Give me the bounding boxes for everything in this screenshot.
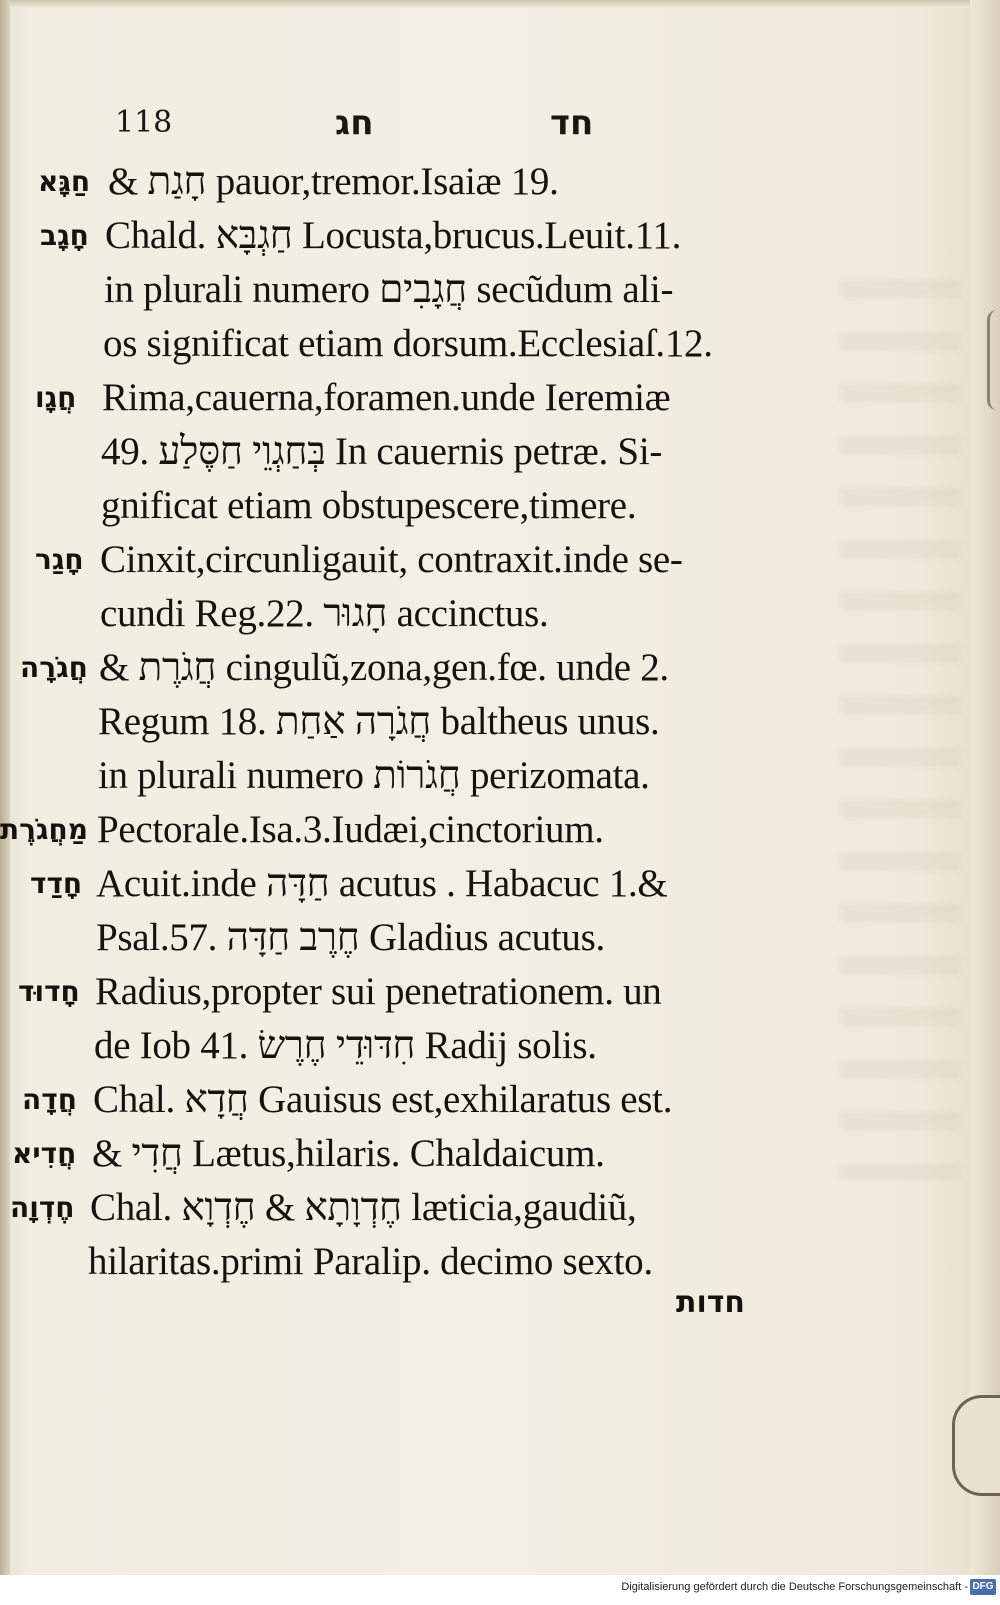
text-line: Chald. חַגְבָּא Locusta,brucus.Leuit.11. — [105, 214, 682, 257]
text-line: in plurali numero חֲגָבִים secũdum ali- — [104, 268, 674, 311]
text-line: Psal.57. חֶרֶב חַדָּה Gladius acutus. — [96, 916, 605, 959]
headword: חָדַד — [30, 867, 83, 900]
headword: חֲדָה — [22, 1083, 77, 1116]
text-line: in plurali numero חֲגֹרוֹת perizomata. — [98, 754, 650, 797]
text-line: & חֲגֹרֶת cingulũ,zona,gen.fœ. unde 2. — [99, 646, 669, 689]
text-line: de Iob 41. חִדּוּדֵי חֶרֶשׂ Radĳ solis. — [94, 1024, 597, 1067]
page-top-edge — [0, 0, 1000, 8]
text-line: cundi Reg.22. חָגוּר accinctus. — [100, 592, 549, 635]
headword: חָדוּד — [18, 975, 80, 1008]
headword: חֲגֹרָה — [20, 651, 88, 684]
text-line: Pectorale.Isa.3.Iudæi,cinctorium. — [97, 808, 604, 851]
headword: חֲדִיא — [12, 1137, 77, 1170]
text-line: Chal. חֶדְוָתָא & חֶדְוָא læticia,gaudiũ, — [90, 1186, 637, 1229]
catchword: חדות — [676, 1285, 746, 1320]
text-line: Rima,cauerna,foramen.unde Ieremiæ — [102, 376, 671, 419]
headword: חֶדְוָה — [10, 1191, 75, 1224]
footer — [0, 1575, 1000, 1605]
headword: חָגָב — [40, 219, 89, 252]
dfg-logo: DFG — [970, 1579, 996, 1595]
headword: מַחֲגֹרֶת — [0, 813, 88, 846]
text-line: Regum 18. חֲגֹרָה אַחַת baltheus unus. — [98, 700, 660, 743]
page-header — [0, 105, 1000, 155]
text-line: gnificat etiam obstupescere,timere. — [101, 484, 637, 527]
running-head-right: חד — [550, 103, 594, 143]
text-line: Radius,propter sui penetrationem. un — [95, 970, 662, 1013]
text-line: 49. בְּחַגְוֵי חַסֶּלַע In cauernis petræ. Si- — [101, 430, 663, 473]
running-head-left: חג — [335, 103, 374, 143]
page-clip-tab — [952, 1395, 1000, 1496]
headword: חַגָּא — [38, 165, 91, 198]
text-line: os significat etiam dorsum.Ecclesiaſ.12. — [103, 322, 713, 365]
headword: חֲגָו — [35, 381, 77, 414]
text-line: Acuit.inde חַדָּה acutus . Habacuc 1.& — [96, 862, 668, 905]
headword: חָגַר — [35, 543, 84, 576]
page-number: 118 — [115, 105, 173, 140]
text-line: hilaritas.primi Paralip. decimo sexto. — [88, 1240, 653, 1283]
text-line: & חֲדִי Lætus,hilaris. Chaldaicum. — [92, 1132, 605, 1175]
page-left-edge — [0, 0, 10, 1575]
show-through-texture — [840, 280, 960, 1180]
text-line: Cinxit,circunligauit, contraxit.inde se- — [100, 538, 683, 581]
text-line: & חָגַת pauor,tremor.Isaiæ 19. — [108, 160, 559, 203]
page-right-edge — [970, 0, 1000, 1575]
adjacent-page-edge — [987, 310, 1000, 410]
digitization-credit: Digitalisierung gefördert durch die Deutsche Forschungsgemeinschaft - — [621, 1581, 968, 1593]
text-line: Chal. חֲדָא Gauisus est,exhilaratus est. — [93, 1078, 673, 1121]
